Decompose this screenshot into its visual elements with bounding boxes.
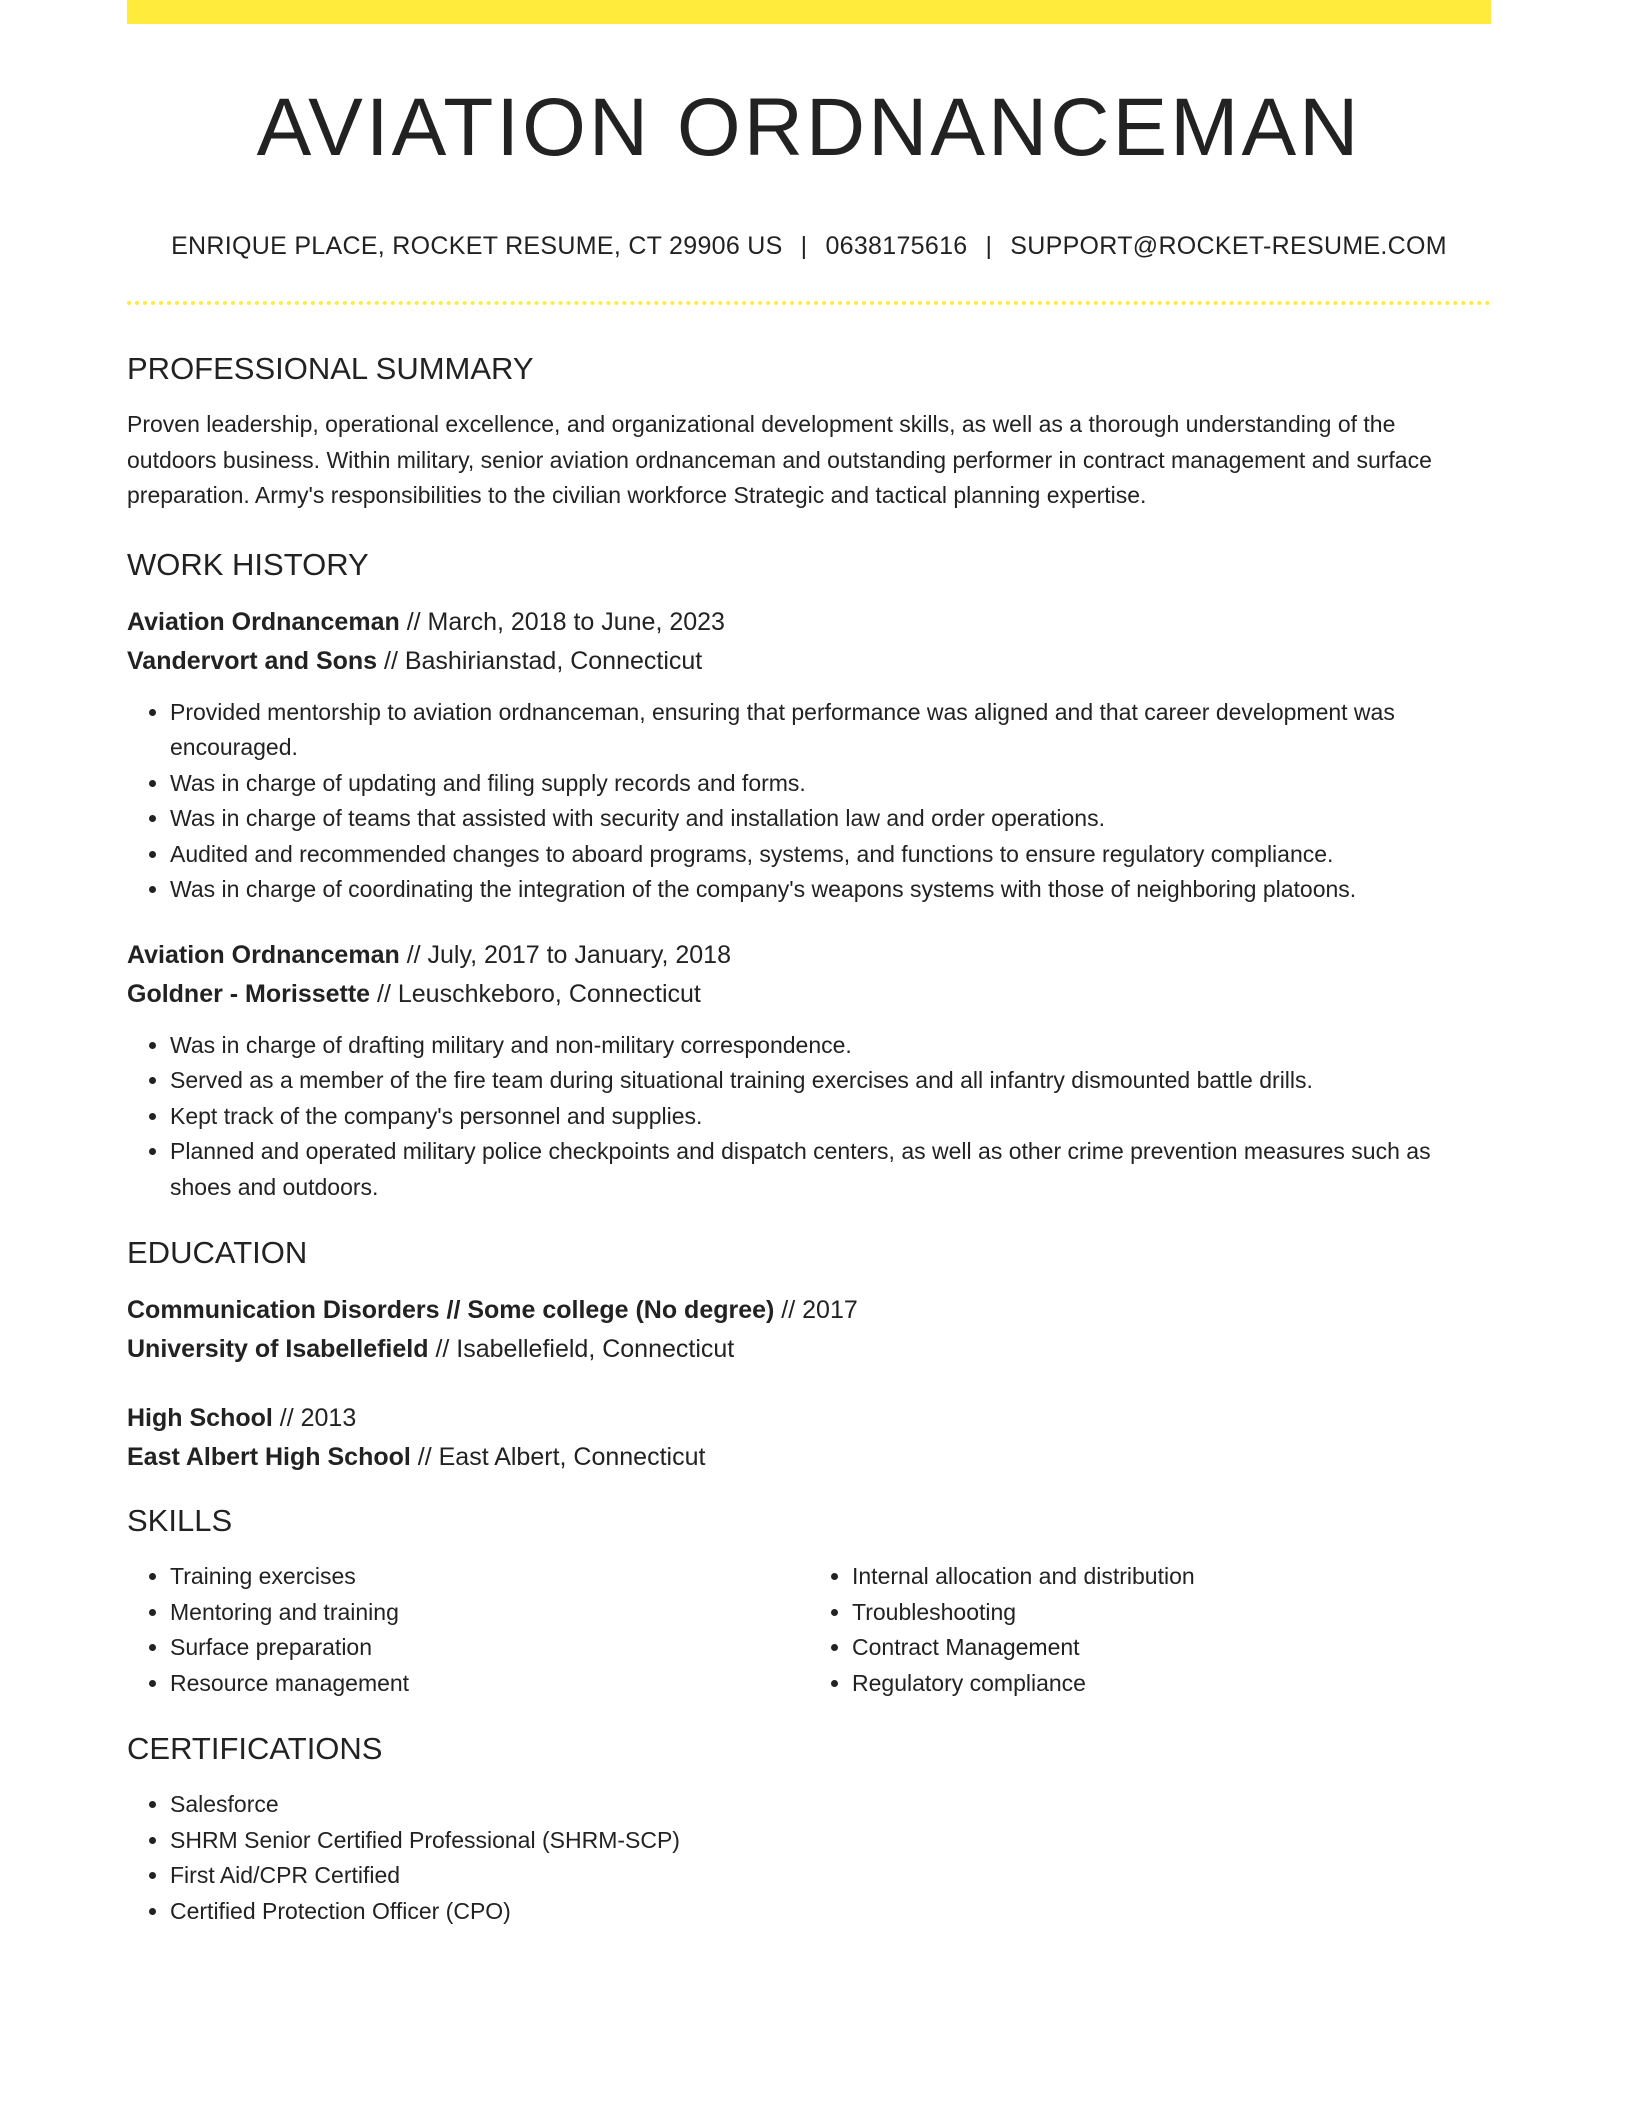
education-degree: Communication Disorders // Some college (No degree) [127,1296,775,1324]
job-company: Vandervort and Sons [127,646,378,675]
job-location: // Leuschkeboro, Connecticut [370,979,701,1008]
list-item: • Provided mentorship to aviation ordnanceman, ensuring that performance was aligned and that career development was encouraged. [170,695,1491,766]
list-item: • Contract Management [852,1630,1491,1666]
skills-columns [127,1559,1491,1701]
skills-list-left [127,1559,809,1701]
education-degree: High School [127,1404,273,1432]
education-entry [127,1291,1491,1369]
list-item: • Audited and recommended changes to aboard programs, systems, and functions to ensure regulatory compliance. [170,837,1491,873]
job-location: // Bashirianstad, Connecticut [377,646,703,675]
list-item: • Planned and operated military police checkpoints and dispatch centers, as well as other crime prevention measures such as shoes and outdoors. [170,1134,1491,1205]
education-school: University of Isabellefield [127,1335,429,1363]
education-school-line [127,1438,1491,1477]
job-dates: // July, 2017 to January, 2018 [399,940,731,969]
job-company-line [127,642,1491,681]
list-item: • Training exercises [170,1559,809,1595]
list-item: • Regulatory compliance [852,1666,1491,1702]
list-item: • First Aid/CPR Certified [170,1858,1491,1894]
education-degree-line [127,1399,1491,1438]
work-history-heading: WORK HISTORY [127,546,369,582]
education-school: East Albert High School [127,1443,411,1471]
list-item: • Mentoring and training [170,1595,809,1631]
contact-line [127,231,1491,261]
skills-list-right [809,1559,1491,1701]
contact-separator: | [985,232,993,260]
certifications-list [127,1787,1491,1929]
list-item: • Was in charge of teams that assisted with security and installation law and order operations. [170,801,1491,837]
list-item: • Resource management [170,1666,809,1702]
job-dates: // March, 2018 to June, 2023 [399,607,725,636]
resume-content [127,0,1491,1929]
list-item: • Was in charge of drafting military and non-military correspondence. [170,1028,1491,1064]
job-role: Aviation Ordnanceman [127,940,400,969]
summary-heading: PROFESSIONAL SUMMARY [127,351,534,386]
list-item: • Troubleshooting [852,1595,1491,1631]
certifications-heading: CERTIFICATIONS [127,1731,383,1766]
job-company: Goldner - Morissette [127,979,371,1008]
education-year: // 2017 [774,1296,858,1324]
contact-email: SUPPORT@ROCKET-RESUME.COM [1010,232,1447,260]
skills-heading: SKILLS [127,1503,233,1538]
job-entry [127,603,1491,908]
list-item: • Salesforce [170,1787,1491,1823]
education-year: // 2013 [272,1404,357,1432]
list-item: • Was in charge of updating and filing supply records and forms. [170,766,1491,802]
education-location: // East Albert, Connecticut [410,1443,706,1471]
list-item: • Surface preparation [170,1630,809,1666]
education-degree-line [127,1291,1491,1330]
job-duties-list [127,695,1491,908]
job-title-line [127,603,1491,642]
education-heading: EDUCATION [127,1235,308,1270]
job-title-line [127,936,1491,975]
job-entry [127,936,1491,1206]
summary-text: Proven leadership, operational excellence, and organizational development skills, as well as a thorough understanding of the outdoors business. Within military, senior aviation ordnanceman and outstanding performer in contract management and surface preparation. Army's responsibilities to the civilian workforce Strategic and tactical planning expertise. [127,411,1432,508]
job-company-line [127,975,1491,1014]
resume-name: AVIATION ORDNANCEMAN [256,82,1362,173]
list-item: • Certified Protection Officer (CPO) [170,1894,1491,1930]
education-entry [127,1399,1491,1477]
education-school-line [127,1330,1491,1369]
header-divider [127,301,1491,305]
contact-separator: | [800,232,808,260]
list-item: • SHRM Senior Certified Professional (SHRM-SCP) [170,1823,1491,1859]
job-duties-list [127,1028,1491,1206]
list-item: • Was in charge of coordinating the integration of the company's weapons systems with those of neighboring platoons. [170,872,1491,908]
list-item: • Internal allocation and distribution [852,1559,1491,1595]
job-role: Aviation Ordnanceman [127,607,400,636]
contact-address: ENRIQUE PLACE, ROCKET RESUME, CT 29906 US [171,232,783,260]
list-item: • Kept track of the company's personnel and supplies. [170,1099,1491,1135]
list-item: • Served as a member of the fire team during situational training exercises and all infantry dismounted battle drills. [170,1063,1491,1099]
education-location: // Isabellefield, Connecticut [428,1335,735,1363]
contact-phone: 0638175616 [825,232,968,260]
